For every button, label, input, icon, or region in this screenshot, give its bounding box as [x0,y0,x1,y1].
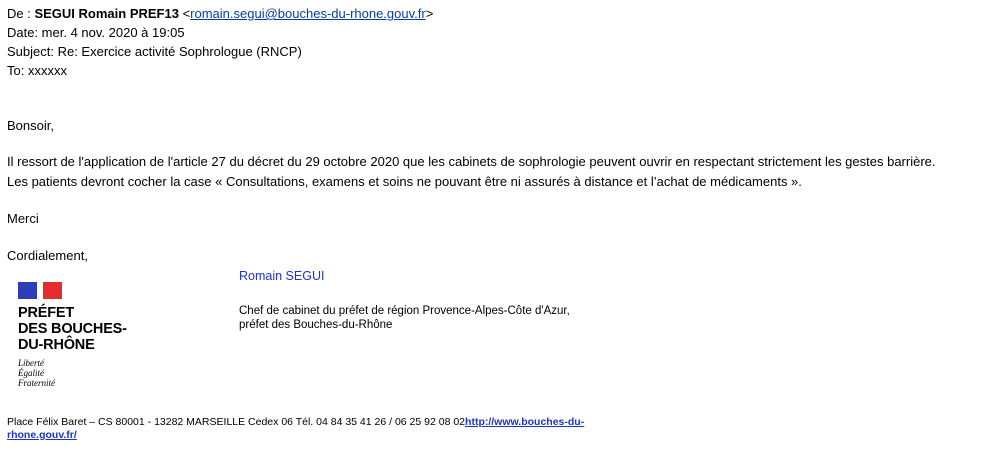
logo-line-2: DES BOUCHES- [18,321,127,337]
body-paragraph-2: Les patients devront cocher la case « Consultations, examens et soins ne pouvant être ni assurés à distance et l’achat de médicaments ». [7,174,802,189]
motto-fraternite: Fraternité [18,378,55,388]
signature-title [239,304,570,332]
logo-text [18,305,158,353]
signature-name: Romain SEGUI [239,269,325,283]
thanks: Merci [7,211,39,226]
logo-motto [18,358,158,388]
prefecture-logo [18,282,158,388]
greeting: Bonsoir, [7,118,54,133]
closing: Cordialement, [7,248,88,263]
date-line: Date: mer. 4 nov. 2020 à 19:05 [7,25,185,40]
sender-email-link[interactable]: romain.segui@bouches-du-rhone.gouv.fr [190,6,426,21]
to-line: To: xxxxxx [7,63,67,78]
from-line [7,6,433,22]
subject-line: Subject: Re: Exercice activité Sophrologue (RNCP) [7,44,302,59]
signature-title-line-2: préfet des Bouches-du-Rhône [239,319,393,331]
logo-line-3: DU-RHÔNE [18,337,95,353]
email-bracket-open: < [178,6,191,21]
motto-egalite: Égalité [18,368,44,378]
motto-liberte: Liberté [18,358,44,368]
sender-name: SEGUI Romain PREF13 [34,6,179,21]
footer-address: Place Félix Baret – CS 80001 - 13282 MARSEILLE Cedex 06 Tél. 04 84 35 41 26 / 06 25 92 08 02 [7,416,466,428]
email-bracket-close: > [425,6,434,21]
footer-contact [7,416,597,442]
signature-title-line-1: Chef de cabinet du préfet de région Provence-Alpes-Côte d'Azur, [239,305,570,317]
marianne-flag-icon [18,282,62,299]
footer-website-link[interactable]: http://www.bouches-du-rhone.gouv.fr/ [7,416,585,441]
body-paragraph-1: Il ressort de l'application de l'article 27 du décret du 29 octobre 2020 que les cabinets de sophrologie peuvent ouvrir en respectant strictement les gestes barrière. [7,154,936,169]
from-label: De : [7,6,35,21]
logo-line-1: PRÉFET [18,305,74,321]
